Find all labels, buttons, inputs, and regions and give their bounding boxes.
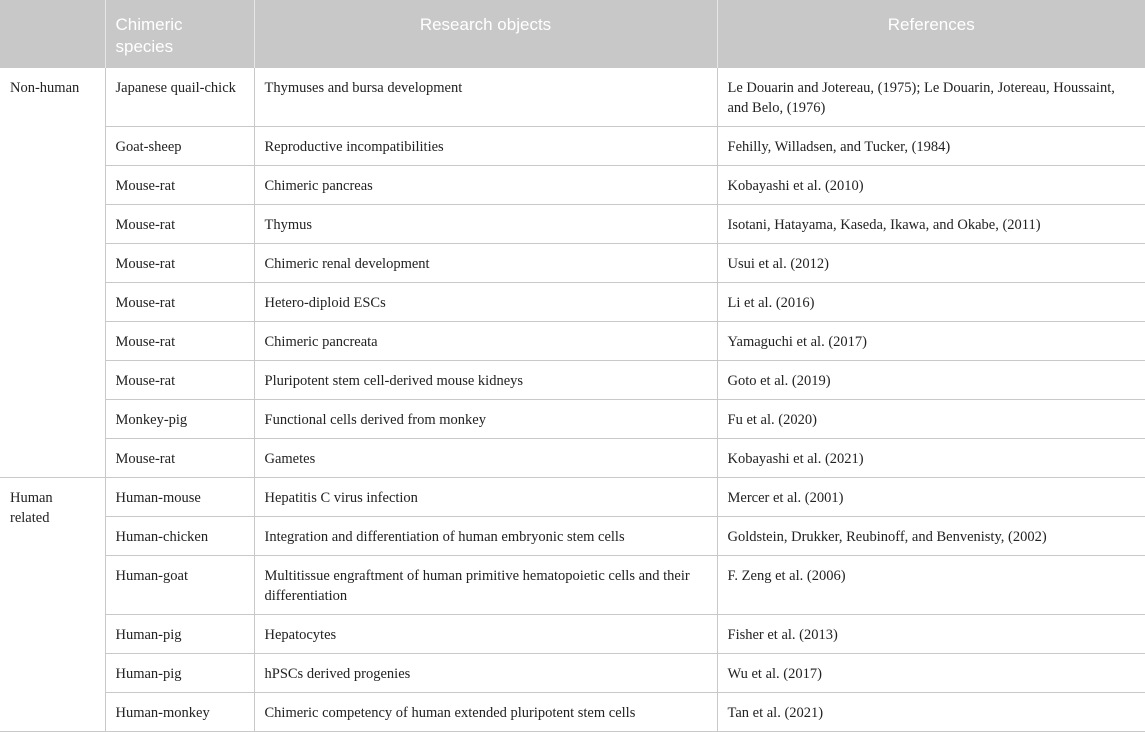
- research-object-cell: Thymus: [254, 205, 717, 244]
- species-cell: Human-pig: [105, 654, 254, 693]
- reference-cell: Wu et al. (2017): [717, 654, 1145, 693]
- reference-cell: Le Douarin and Jotereau, (1975); Le Douarin, Jotereau, Houssaint, and Belo, (1976): [717, 68, 1145, 127]
- research-object-cell: Thymuses and bursa development: [254, 68, 717, 127]
- header-row: [0, 0, 1145, 68]
- group-label-non-human: Non-human: [0, 68, 105, 478]
- table-row: [0, 322, 1145, 361]
- table-row: [0, 615, 1145, 654]
- reference-cell: Tan et al. (2021): [717, 693, 1145, 732]
- species-cell: Mouse-rat: [105, 205, 254, 244]
- table-row: [0, 400, 1145, 439]
- species-cell: Human-monkey: [105, 693, 254, 732]
- research-object-cell: Gametes: [254, 439, 717, 478]
- reference-cell: Usui et al. (2012): [717, 244, 1145, 283]
- reference-cell: Fu et al. (2020): [717, 400, 1145, 439]
- species-cell: Human-chicken: [105, 517, 254, 556]
- reference-cell: Kobayashi et al. (2021): [717, 439, 1145, 478]
- research-object-cell: Chimeric pancreas: [254, 166, 717, 205]
- research-object-cell: Multitissue engraftment of human primitive hematopoietic cells and their differentiation: [254, 556, 717, 615]
- research-object-cell: Chimeric renal development: [254, 244, 717, 283]
- research-object-cell: Chimeric pancreata: [254, 322, 717, 361]
- species-cell: Japanese quail-chick: [105, 68, 254, 127]
- research-object-cell: Integration and differentiation of human embryonic stem cells: [254, 517, 717, 556]
- research-object-cell: Hepatocytes: [254, 615, 717, 654]
- species-cell: Human-pig: [105, 615, 254, 654]
- reference-cell: Kobayashi et al. (2010): [717, 166, 1145, 205]
- table-row: [0, 439, 1145, 478]
- table-row: [0, 478, 1145, 517]
- table-row: [0, 283, 1145, 322]
- research-object-cell: Reproductive incompatibilities: [254, 127, 717, 166]
- table-row: [0, 556, 1145, 615]
- research-object-cell: Functional cells derived from monkey: [254, 400, 717, 439]
- species-cell: Human-mouse: [105, 478, 254, 517]
- research-object-cell: Hetero-diploid ESCs: [254, 283, 717, 322]
- research-object-cell: Chimeric competency of human extended pluripotent stem cells: [254, 693, 717, 732]
- species-cell: Human-goat: [105, 556, 254, 615]
- table-row: [0, 361, 1145, 400]
- table-row: [0, 654, 1145, 693]
- reference-cell: Li et al. (2016): [717, 283, 1145, 322]
- table-row: [0, 68, 1145, 127]
- species-cell: Mouse-rat: [105, 322, 254, 361]
- table-row: [0, 517, 1145, 556]
- header-research-objects: Research objects: [254, 0, 717, 68]
- reference-cell: Mercer et al. (2001): [717, 478, 1145, 517]
- species-cell: Mouse-rat: [105, 439, 254, 478]
- table-row: [0, 127, 1145, 166]
- research-object-cell: Pluripotent stem cell-derived mouse kidneys: [254, 361, 717, 400]
- table-row: [0, 166, 1145, 205]
- reference-cell: Goto et al. (2019): [717, 361, 1145, 400]
- table-row: [0, 693, 1145, 732]
- reference-cell: Fisher et al. (2013): [717, 615, 1145, 654]
- group-label-human-related: Human related: [0, 478, 105, 732]
- research-object-cell: hPSCs derived progenies: [254, 654, 717, 693]
- species-cell: Mouse-rat: [105, 361, 254, 400]
- table-row: [0, 244, 1145, 283]
- reference-cell: Isotani, Hatayama, Kaseda, Ikawa, and Okabe, (2011): [717, 205, 1145, 244]
- reference-cell: Fehilly, Willadsen, and Tucker, (1984): [717, 127, 1145, 166]
- header-group-blank: [0, 0, 105, 68]
- species-cell: Mouse-rat: [105, 283, 254, 322]
- reference-cell: Yamaguchi et al. (2017): [717, 322, 1145, 361]
- species-cell: Mouse-rat: [105, 166, 254, 205]
- species-cell: Monkey-pig: [105, 400, 254, 439]
- reference-cell: F. Zeng et al. (2006): [717, 556, 1145, 615]
- header-chimeric-species: Chimeric species: [105, 0, 254, 68]
- reference-cell: Goldstein, Drukker, Reubinoff, and Benvenisty, (2002): [717, 517, 1145, 556]
- research-object-cell: Hepatitis C virus infection: [254, 478, 717, 517]
- header-references: References: [717, 0, 1145, 68]
- species-cell: Mouse-rat: [105, 244, 254, 283]
- species-cell: Goat-sheep: [105, 127, 254, 166]
- table-row: [0, 205, 1145, 244]
